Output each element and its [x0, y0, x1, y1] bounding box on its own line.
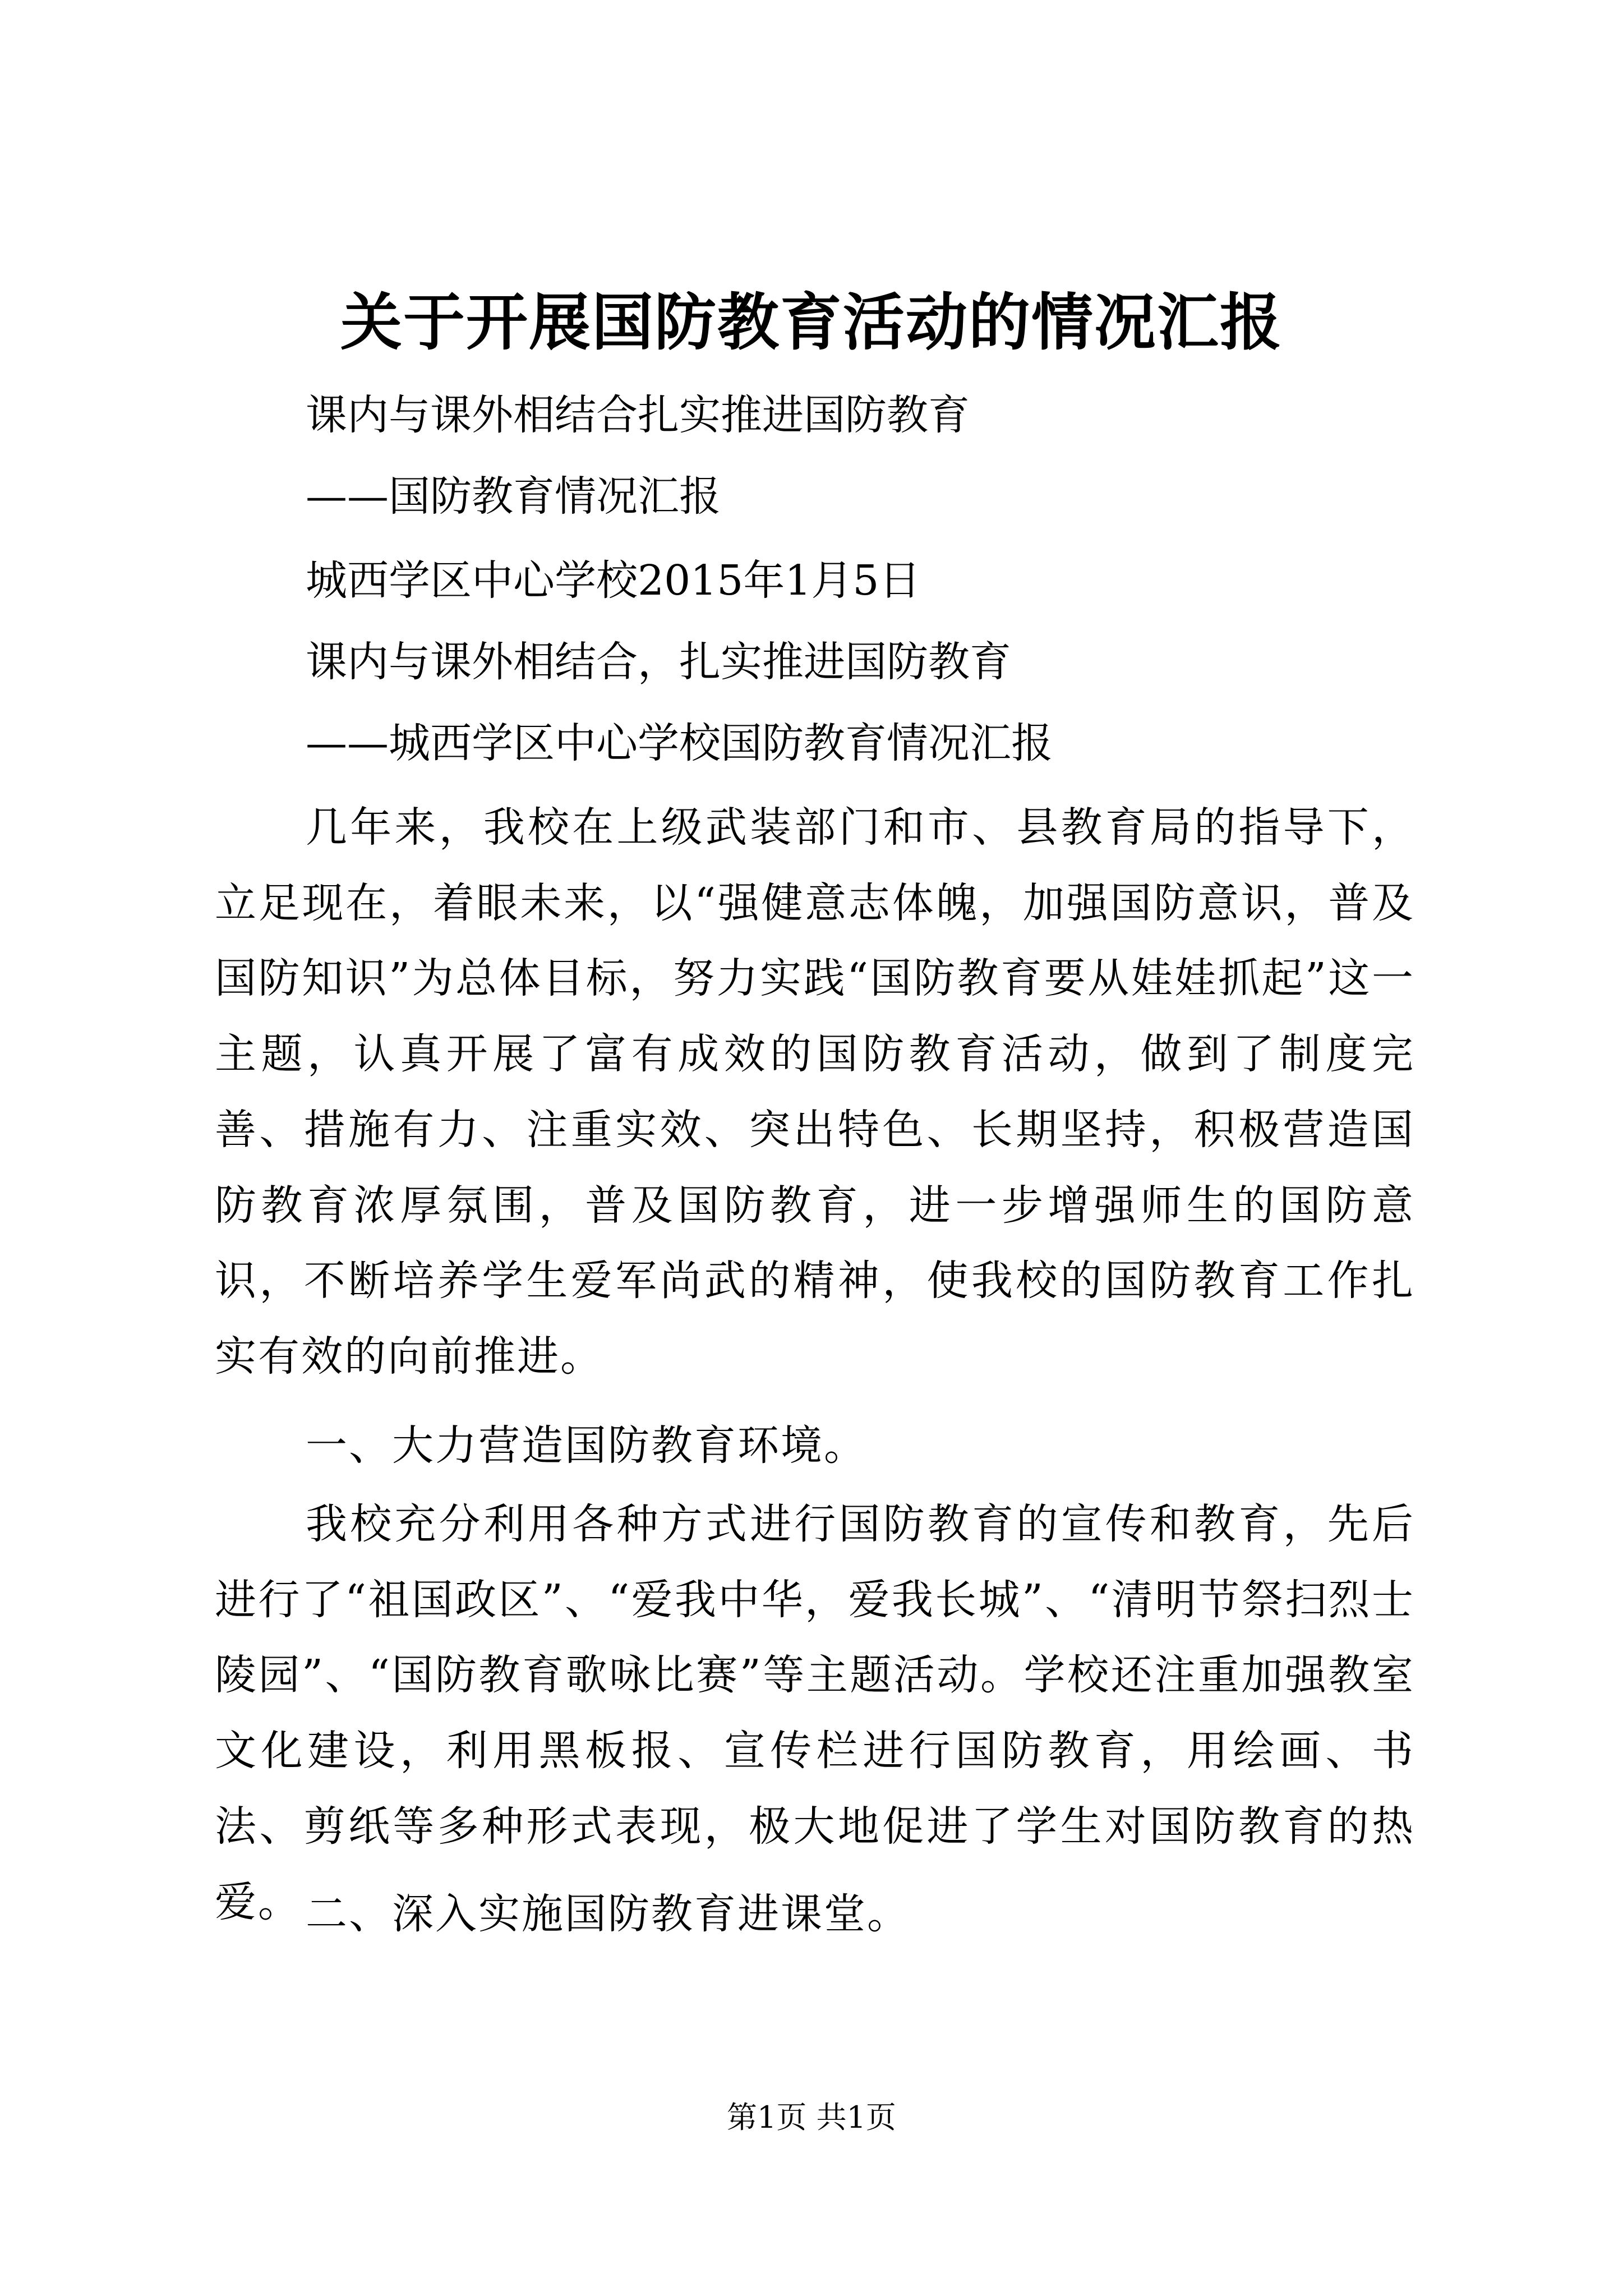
- school-date-line: 城西学区中心学校2015年1月5日: [306, 556, 921, 605]
- subtitle-line: ——城西学区中心学校国防教育情况汇报: [306, 719, 1053, 767]
- subtitle-line: 课内与课外相结合扎实推进国防教育: [306, 391, 970, 439]
- body-paragraph: 我校充分利用各种方式进行国防教育的宣传和教育，先后进行了“祖国政区”、“爱我中华，爱我长城”、“清明节祭扫烈士陵园”、“国防教育歌咏比赛”等主题活动。学校还注重加强教室文化建设，利用黑板报、宣传栏进行国防教育，用绘画、书法、剪纸等多种形式表现，极大地促进了学生对国防教育的热爱。: [215, 1500, 1415, 1926]
- subtitle-line: 课内与课外相结合，扎实推进国防教育: [306, 638, 1011, 686]
- section-heading: 一、大力营造国防教育环境。: [306, 1421, 867, 1470]
- subtitle-line: ——国防教育情况汇报: [306, 472, 721, 521]
- document-title: 关于开展国防教育活动的情况汇报: [340, 286, 1283, 358]
- body-paragraph: 几年来，我校在上级武装部门和市、县教育局的指导下，立足现在，着眼未来，以“强健意志体魄，加强国防意识，普及国防知识”为总体目标，努力实践“国防教育要从娃娃抓起”这一主题，认真开展了富有成效的国防教育活动，做到了制度完善、措施有力、注重实效、突出特色、长期坚持，积极营造国防教育浓厚氛围，普及国防教育，进一步增强师生的国防意识，不断培养学生爱军尚武的精神，使我校的国防教育工作扎实有效的向前推进。: [215, 803, 1415, 1381]
- page-footer: 第1页 共1页: [727, 2100, 896, 2135]
- section-heading: 二、深入实施国防教育进课堂。: [306, 1890, 910, 1938]
